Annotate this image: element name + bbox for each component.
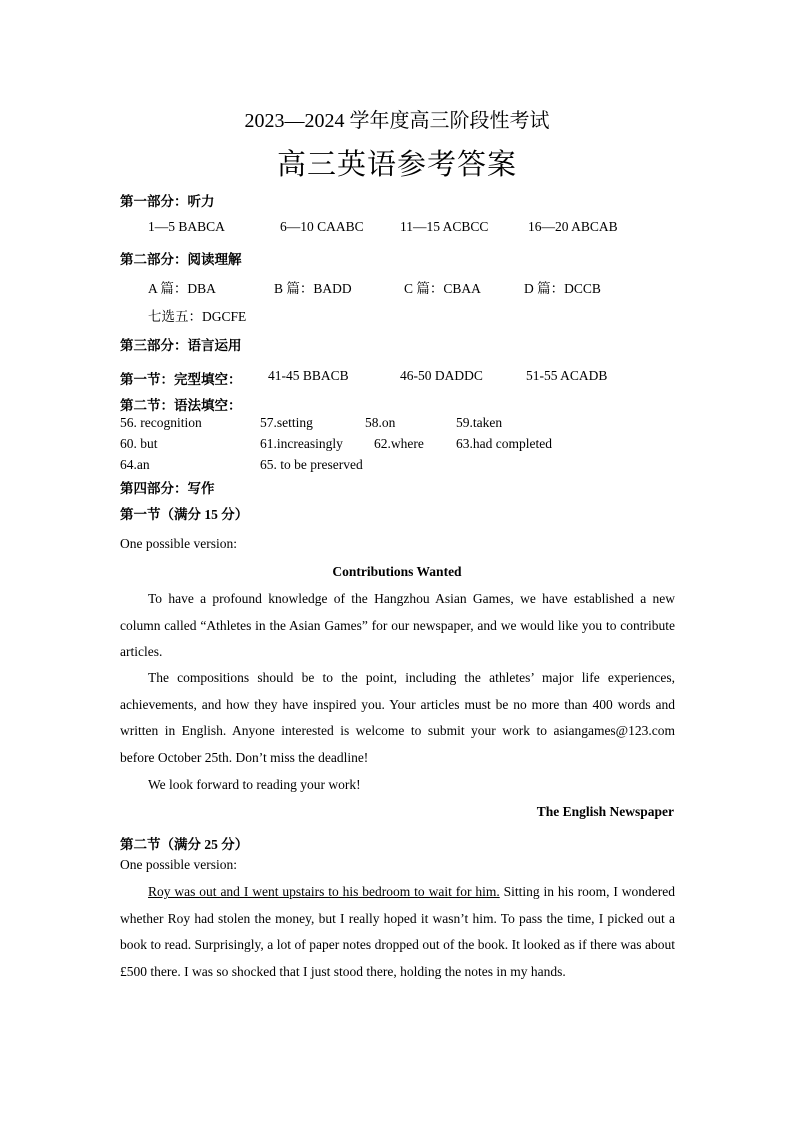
exam-title: 2023—2024 学年度高三阶段性考试	[244, 110, 550, 132]
essay-signature: The English Newspaper	[536, 804, 674, 819]
grammar-64: 64.an	[120, 457, 150, 472]
part1-group-3: 11—15 ACBCC	[400, 219, 489, 234]
essay-paragraph-3: We look forward to reading your work!	[148, 777, 361, 792]
part3-sec2-heading: 第二节：语法填空：	[120, 398, 242, 413]
grammar-61: 61.increasingly	[260, 436, 343, 451]
grammar-57: 57.setting	[260, 415, 313, 430]
part2-seven-five: 七选五：DGCFE	[148, 309, 247, 324]
grammar-59: 59.taken	[456, 415, 503, 430]
cloze-group-2: 46-50 DADDC	[400, 368, 483, 383]
story-continuation: Sitting in his room, I wondered whether Roy had stolen the money, but I really hoped it wasn’t him. To pass the time, I picked out a book to read. Surprisingly, a lot of paper notes dropped out of the book. It looked as if there was about £500 there. I was so shocked that I just stood there, holding the notes in my hands.	[120, 884, 675, 979]
essay-paragraph-2: The compositions should be to the point, including the athletes’ major life experiences, achievements, and how they have inspired you. Your articles must be no more than 400 words and written in English. Anyone interested is welcome to submit your work to asiangames@123.com before October 25th. Don’t miss the deadline!	[120, 670, 675, 765]
version-label-1: One possible version:	[120, 536, 237, 551]
essay-paragraph-1: To have a profound knowledge of the Hangzhou Asian Games, we have established a new column called “Athletes in the Asian Games” for our newspaper, and we would like you to contribute articles.	[120, 591, 675, 660]
part1-heading: 第一部分：听力	[120, 194, 215, 209]
cloze-group-1: 41-45 BBACB	[268, 368, 349, 383]
part4-heading: 第四部分：写作	[120, 481, 215, 496]
part1-group-1: 1—5 BABCA	[148, 219, 225, 234]
grammar-62: 62.where	[374, 436, 424, 451]
version-label-2: One possible version:	[120, 857, 237, 872]
grammar-65: 65. to be preserved	[260, 457, 363, 472]
grammar-58: 58.on	[365, 415, 396, 430]
part2-group-d: D 篇：DCCB	[524, 281, 601, 296]
story-underlined-sentence: Roy was out and I went upstairs to his bedroom to wait for him.	[148, 884, 500, 899]
grammar-56: 56. recognition	[120, 415, 202, 430]
part1-group-4: 16—20 ABCAB	[528, 219, 618, 234]
story-paragraph	[120, 879, 675, 985]
grammar-60: 60. but	[120, 436, 158, 451]
answer-key-title: 高三英语参考答案	[276, 149, 517, 181]
part2-group-c: C 篇：CBAA	[404, 281, 481, 296]
part2-heading: 第二部分：阅读理解	[120, 252, 242, 267]
part2-group-b: B 篇：BADD	[274, 281, 352, 296]
part1-group-2: 6—10 CAABC	[280, 219, 364, 234]
part3-sec1-heading: 第一节：完型填空：	[120, 372, 242, 387]
essay-title: Contributions Wanted	[332, 564, 462, 579]
part4-sec1-heading: 第一节（满分 15 分）	[120, 507, 249, 522]
grammar-63: 63.had completed	[456, 436, 552, 451]
part2-group-a: A 篇：DBA	[148, 281, 216, 296]
cloze-group-3: 51-55 ACADB	[526, 368, 608, 383]
part4-sec2-heading: 第二节（满分 25 分）	[120, 837, 249, 852]
part3-heading: 第三部分：语言运用	[120, 338, 242, 353]
